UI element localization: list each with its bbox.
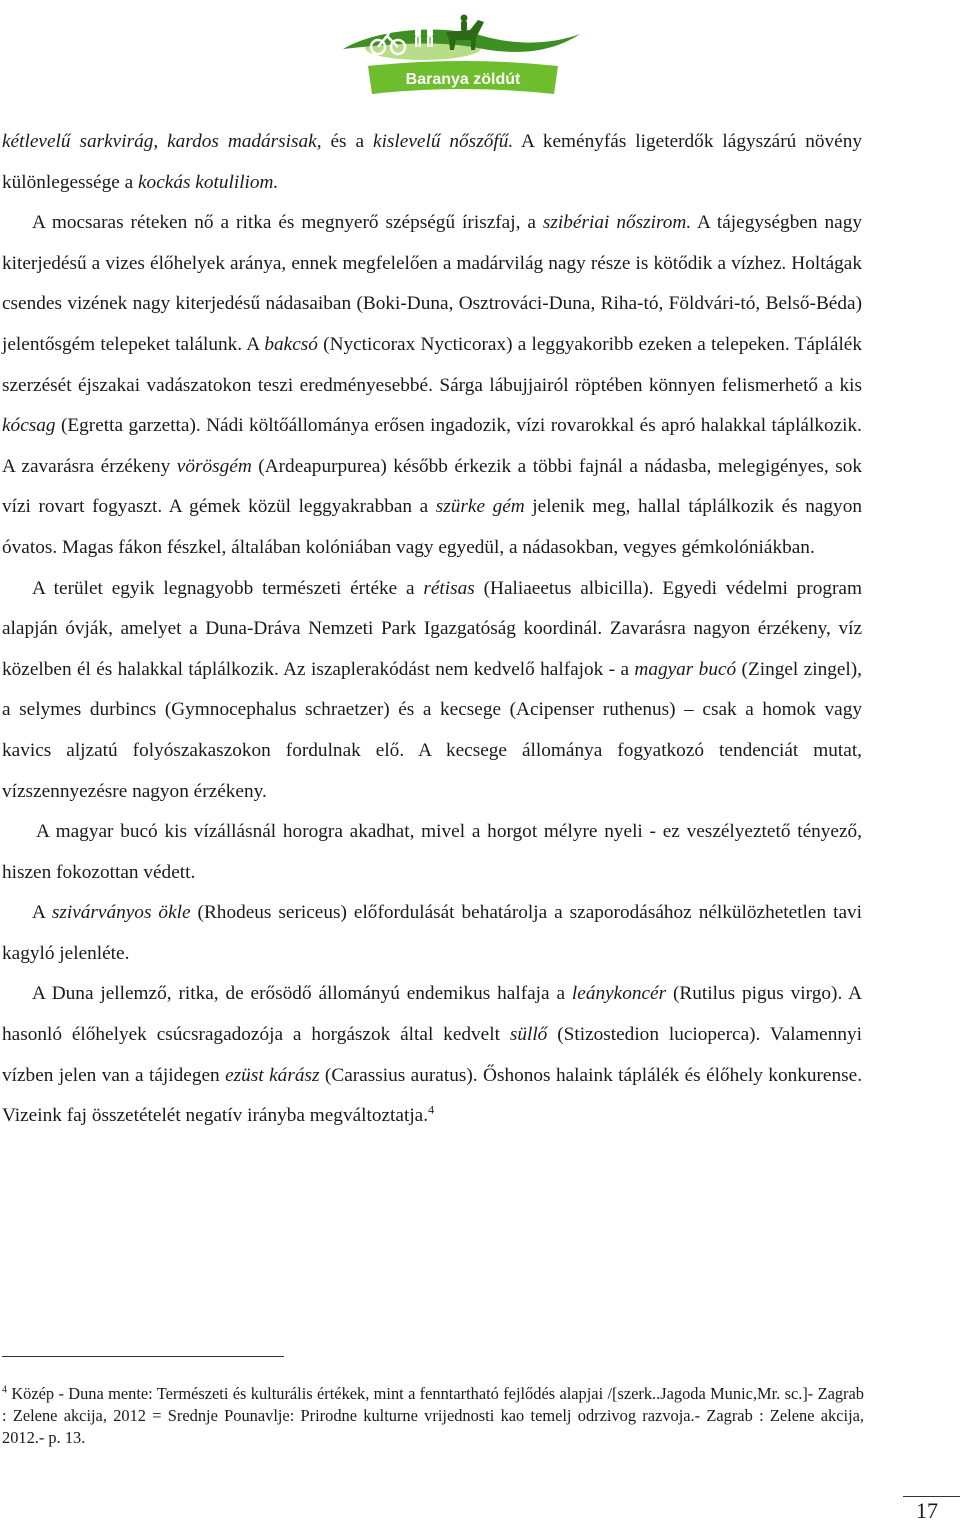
logo-text: Baranya zöldút [405, 71, 521, 88]
italic-term: vörösgém [176, 455, 252, 477]
text-run: (Haliaeetus albicilla). Egyedi védelmi program alapján óvják, amelyet a Duna-Dráva Nemzeti Park Igazgatóság koordinál. Zavarásra nagyon érzékeny, víz közelben él és halakkal táplálkozik. Az iszaplerakódást nem kedvelő halfajok - a [2, 577, 862, 680]
footnote [2, 1383, 864, 1449]
italic-term: magyar bucó [634, 658, 737, 680]
text-run: (Nycticorax Nycticorax) a leggyakoribb ezeken a telepeken. Táplálék szerzését éjszakai vadászatokon teszi eredményesebbé. Sárga lábujjairól röptében könnyen felismerhető a kis [2, 333, 862, 396]
text-run: (Egretta garzetta). Nádi költőállománya erősen ingadozik, vízi rovarokkal és apró halakkal táplálkozik. A zavarásra érzékeny [2, 415, 862, 477]
footnote-text: Közép - Duna mente: Természeti és kulturális értékek, mint a fenntartható fejlődés alapjai /[szerk..Jagoda Munic,Mr. sc.]- Zagrab : Zelene akcija, 2012 = Srednje Pounavlje: Prirodne kulturne vrijednosti kao temelj odrzivog razvoja.- Zagrab : Zelene akcija, 2012.- p. 13. [2, 1384, 864, 1447]
paragraph [2, 812, 862, 893]
italic-term: szivárványos ökle [51, 902, 191, 924]
text-run: (Zingel zingel), a selymes durbincs (Gymnocephalus schraetzer) és a kecsege (Acipenser ruthenus) – csak a homok vagy kavics aljzatú folyószakaszokon fordulnak elő. A kecsege állománya fogyatkozó tendenciát mutat, vízszennyezésre nagyon érzékeny. [2, 658, 863, 802]
text-run: A tájegységben nagy kiterjedésű a vizes élőhelyek aránya, ennek megfelelően a madárvilág nagy része is kötődik a vízhez. Holtágak csendes vizének nagy kiterjedésű nádasaiban (Boki-Duna, Osztrováci-Duna, Riha-tó, Földvári-tó, Belső-Béda) jelentősgém telepeket találunk. A [2, 212, 862, 355]
italic-term: ezüst kárász [225, 1064, 320, 1086]
paragraph [2, 893, 862, 974]
footnote-separator [2, 1356, 284, 1357]
italic-term: leánykoncér [571, 983, 667, 1005]
text-run: A keményfás ligeterdők lágyszárú növény különlegessége a [2, 131, 862, 193]
italic-term: rétisas [423, 577, 475, 599]
paragraph [2, 569, 862, 813]
page-number: 17 [916, 1498, 938, 1523]
paragraph [2, 974, 862, 1136]
footnote-reference: 4 [428, 1102, 435, 1117]
text-run: és a [321, 131, 374, 152]
italic-term: süllő [509, 1024, 548, 1046]
text-run: A mocsaras réteken nő a ritka és megnyerő szépségű íriszfaj, a [32, 212, 543, 234]
text-run: (Ardeapurpurea) később érkezik a többi fajnál a nádasba, melegigényes, sok vízi rovart fogyaszt. A gémek közül leggyakrabban a [2, 455, 862, 518]
italic-term: szürke gém [435, 496, 525, 518]
italic-term: kétlevelű sarkvirág, kardos madársisak, [2, 131, 322, 152]
baranya-zoldut-logo [318, 4, 608, 104]
paragraph [2, 203, 862, 568]
logo-graphic [318, 4, 608, 104]
body-text [2, 122, 862, 1137]
footnote-number: 4 [2, 1384, 7, 1396]
text-run: (Carassius auratus). Őshonos halaink táplálék és élőhely konkurense. Vizeink faj összetételét negatív irányba megváltoztatja. [2, 1064, 863, 1127]
italic-term: szibériai nőszirom. [542, 212, 692, 234]
text-run: (Stizostedion lucioperca). Valamennyi vízben jelen van a tájidegen [2, 1024, 862, 1086]
text-run: A terület egyik legnagyobb természeti értéke a [32, 577, 424, 599]
text-run: (Rhodeus sericeus) előfordulását behatárolja a szaporodásához nélkülözhetetlen tavi kagyló jelenléte. [2, 902, 862, 964]
text-run: A Duna jellemző, ritka, de erősödő állományú endemikus halfaja a [32, 983, 572, 1005]
text-run: A [32, 902, 52, 924]
italic-term: kockás kotuliliom. [138, 171, 279, 193]
text-run: (Rutilus pigus virgo). A hasonló élőhelyek csúcsragadozója a horgászok által kedvelt [2, 983, 862, 1046]
italic-term: kócsag [2, 415, 56, 437]
italic-term: kislevelű nőszőfű. [373, 131, 514, 152]
paragraph [2, 122, 862, 203]
text-run: A magyar bucó kis vízállásnál horogra akadhat, mivel a horgot mélyre nyeli - ez veszélyeztető tényező, hiszen fokozottan védett. [2, 821, 862, 883]
text-run: jelenik meg, hallal táplálkozik és nagyon óvatos. Magas fákon fészkel, általában kolóniában vagy egyedül, a nádasokban, vegyes gémkolóniákban. [2, 496, 862, 558]
italic-term: bakcsó [264, 333, 318, 355]
